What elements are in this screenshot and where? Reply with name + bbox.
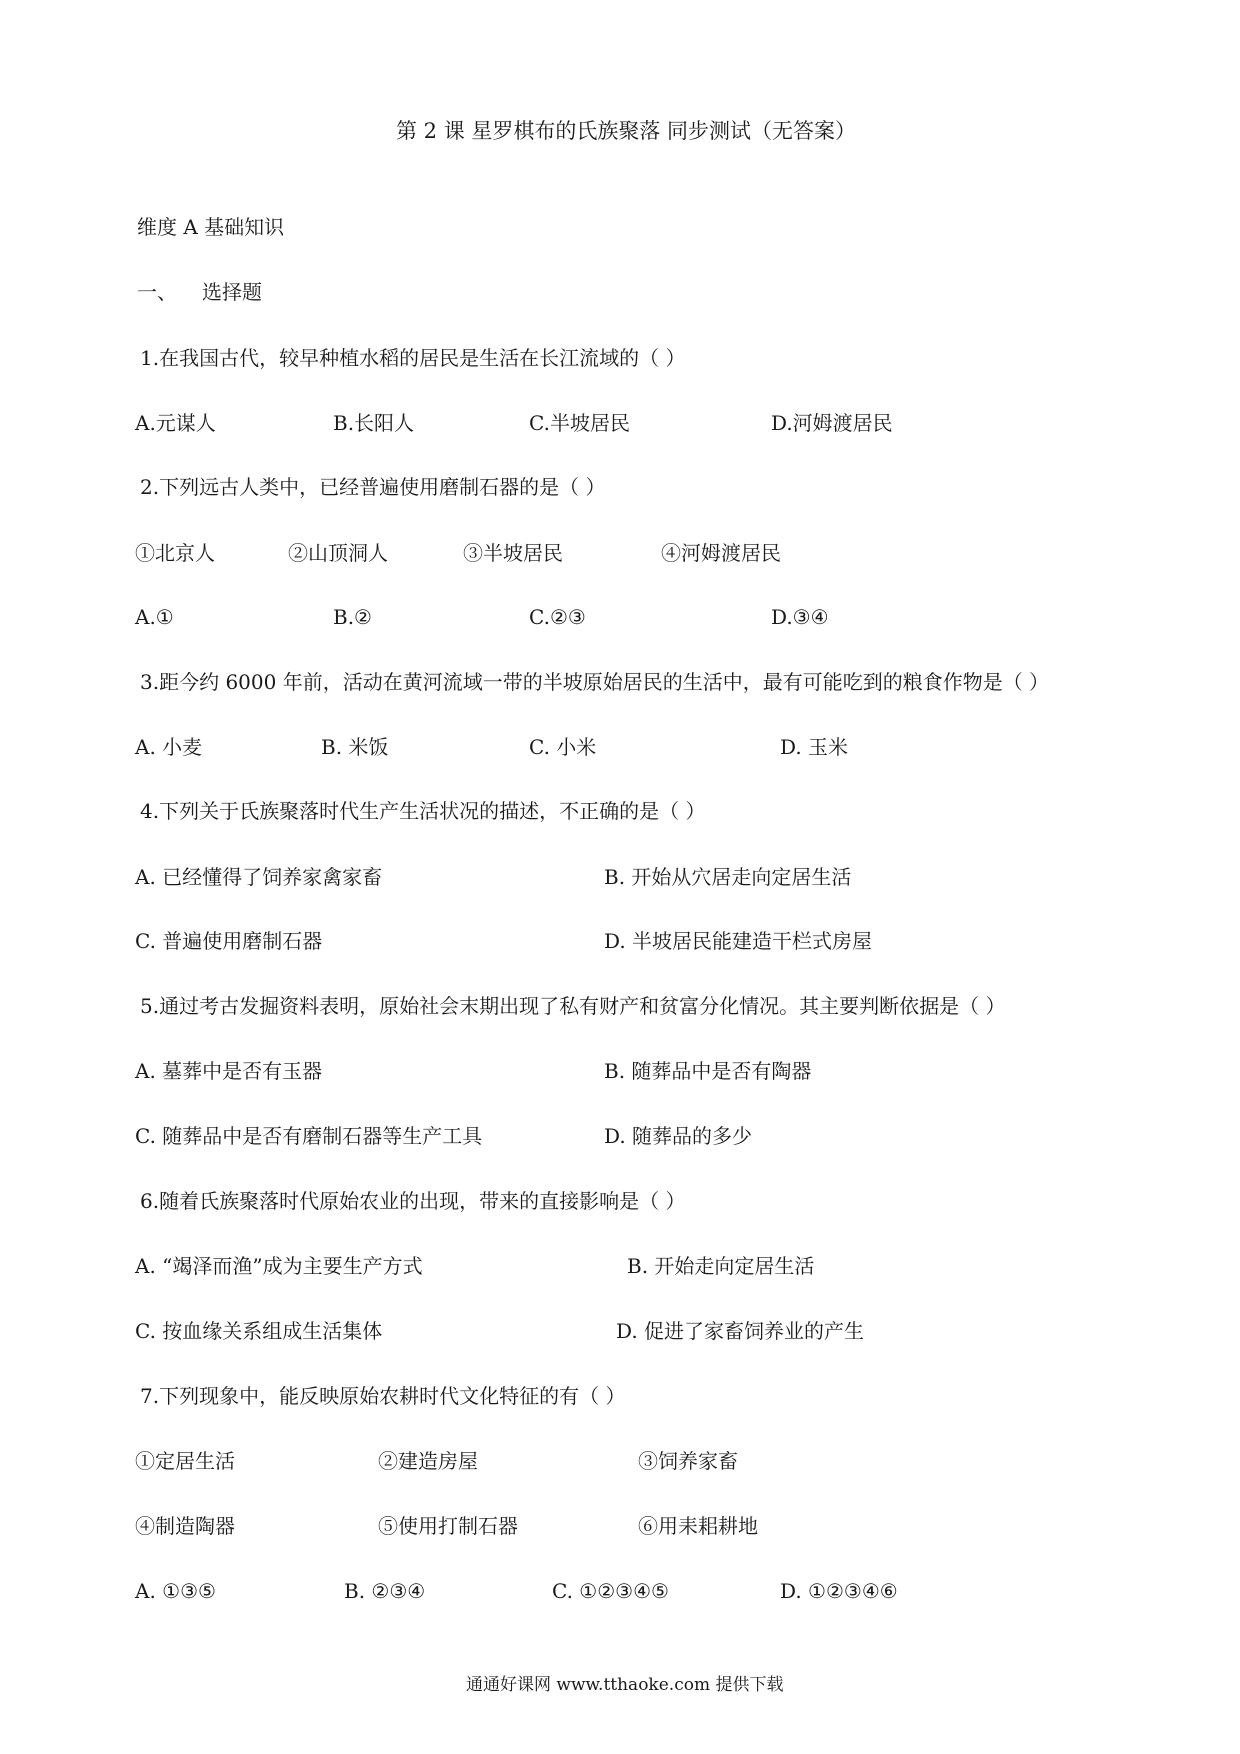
statement-item: ⑤使用打制石器 — [378, 1514, 518, 1538]
part-number: 一、 — [137, 280, 177, 304]
page-footer: 通通好课网 www.tthaoke.com 提供下载 — [466, 1675, 784, 1695]
option-a: A. ①③⑤ — [135, 1579, 216, 1603]
option-c: C. 按血缘关系组成生活集体 — [135, 1319, 383, 1343]
option-d: D. 半坡居民能建造干栏式房屋 — [604, 929, 873, 953]
option-a: A. “竭泽而渔”成为主要生产方式 — [135, 1254, 423, 1278]
statement-item: ①北京人 — [135, 541, 215, 565]
option-c: C. 小米 — [529, 735, 597, 759]
option-a: A. 小麦 — [135, 735, 203, 759]
option-d: D.③④ — [771, 605, 829, 629]
option-d: D. 随葬品的多少 — [604, 1124, 753, 1148]
option-c: C.②③ — [529, 605, 586, 629]
statement-item: ④制造陶器 — [135, 1514, 235, 1538]
option-a: A. 墓葬中是否有玉器 — [135, 1059, 323, 1083]
question-stem: 2.下列远古人类中，已经普遍使用磨制石器的是（ ） — [140, 475, 606, 499]
option-d: D.河姆渡居民 — [771, 411, 893, 435]
option-a: A.元谋人 — [135, 411, 216, 435]
option-d: D. ①②③④⑥ — [780, 1579, 898, 1603]
statement-item: ③饲养家畜 — [638, 1449, 738, 1473]
option-b: B. 开始从穴居走向定居生活 — [604, 865, 852, 889]
option-b: B.长阳人 — [333, 411, 415, 435]
statement-item: ④河姆渡居民 — [661, 541, 781, 565]
option-b: B.② — [333, 605, 372, 629]
question-stem: 5.通过考古发掘资料表明，原始社会末期出现了私有财产和贫富分化情况。其主要判断依据是（ ） — [140, 994, 1006, 1018]
option-c: C. 随葬品中是否有磨制石器等生产工具 — [135, 1124, 483, 1148]
statement-item: ②山顶洞人 — [288, 541, 388, 565]
option-b: B. 米饭 — [321, 735, 389, 759]
option-c: C. 普遍使用磨制石器 — [135, 929, 323, 953]
question-stem: 7.下列现象中，能反映原始农耕时代文化特征的有（ ） — [140, 1384, 626, 1408]
page-title: 第 2 课 星罗棋布的氏族聚落 同步测试（无答案） — [396, 119, 857, 143]
statement-item: ①定居生活 — [135, 1449, 235, 1473]
question-stem: 1.在我国古代，较早种植水稻的居民是生活在长江流域的（ ） — [140, 346, 686, 370]
question-stem: 4.下列关于氏族聚落时代生产生活状况的描述，不正确的是（ ） — [140, 799, 706, 823]
question-stem: 3.距今约 6000 年前，活动在黄河流域一带的半坡原始居民的生活中，最有可能吃到的粮食作物是（ ） — [140, 670, 1050, 694]
option-c: C.半坡居民 — [529, 411, 630, 435]
option-d: D. 促进了家畜饲养业的产生 — [616, 1319, 865, 1343]
option-b: B. ②③④ — [344, 1579, 426, 1603]
option-a: A. 已经懂得了饲养家禽家畜 — [135, 865, 383, 889]
option-b: B. 随葬品中是否有陶器 — [604, 1059, 812, 1083]
option-c: C. ①②③④⑤ — [552, 1579, 669, 1603]
option-b: B. 开始走向定居生活 — [627, 1254, 815, 1278]
question-stem: 6.随着氏族聚落时代原始农业的出现，带来的直接影响是（ ） — [140, 1189, 686, 1213]
option-d: D. 玉米 — [780, 735, 849, 759]
statement-item: ③半坡居民 — [463, 541, 563, 565]
part-name: 选择题 — [202, 280, 262, 304]
option-a: A.① — [135, 605, 174, 629]
statement-item: ②建造房屋 — [378, 1449, 478, 1473]
statement-item: ⑥用耒耜耕地 — [638, 1514, 758, 1538]
section-heading: 维度 A 基础知识 — [137, 215, 285, 239]
